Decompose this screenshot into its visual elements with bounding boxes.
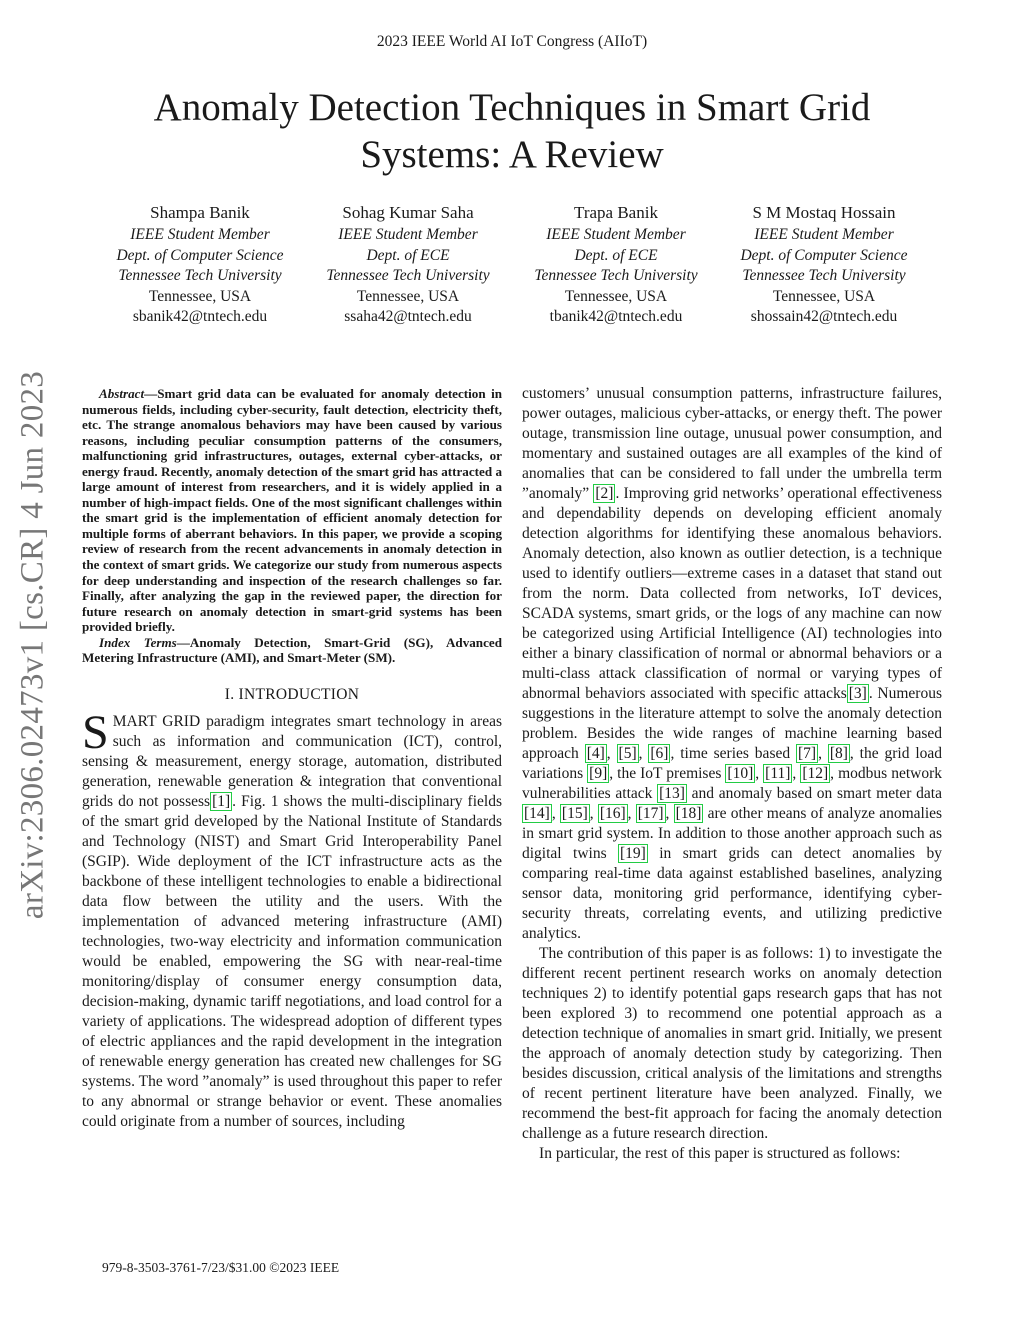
section-heading: I. INTRODUCTION	[224, 685, 360, 703]
body-text: . Improving grid networks’ operational effectiveness and dependability depends on developing efficient anomaly detection algorithms for identifying these anomalous behaviors. Anomaly detection, also known as outlier detection, is a technique used to identify outliers—extreme cases in a dataset that stand out from the norm. Data collected from networks, IoT devices, SCADA systems, smart grids, or the logs of any machine can now be categorized using Artificial Intelligence (AI) technologies into either a binary classification of normal or abnormal behaviors or a multi-class attack classification of normal or varying types of abnormal behaviors associated with specific attacks	[522, 485, 942, 702]
author-card	[512, 202, 720, 328]
body-text: , the grid load variations	[522, 745, 943, 782]
author-department: Dept. of Computer Science	[116, 246, 284, 264]
citation-link[interactable]: [17]	[637, 805, 664, 822]
body-text: ,	[551, 805, 560, 822]
author-membership: IEEE Student Member	[338, 226, 478, 243]
citation-link[interactable]: [18]	[675, 805, 702, 822]
abstract-block	[82, 386, 502, 666]
citation-link[interactable]: [11]	[765, 765, 791, 782]
body-text: ,	[792, 765, 801, 782]
author-card	[720, 202, 928, 328]
body-text: , the IoT premises	[609, 765, 726, 782]
introduction-body	[82, 705, 502, 1132]
author-university: Tennessee Tech University	[118, 267, 282, 285]
body-text: ,	[638, 745, 649, 762]
author-membership: IEEE Student Member	[546, 226, 686, 243]
citation-link[interactable]: [12]	[802, 765, 829, 782]
author-card	[304, 202, 512, 328]
author-department: Dept. of Computer Science	[740, 246, 908, 264]
citation-link[interactable]: [13]	[659, 785, 685, 802]
author-university: Tennessee Tech University	[534, 267, 698, 285]
intro-text: . Fig. 1 shows the multi-disciplinary fields of the smart grid developed by the National Institute of Standards and Technology (NIST) and Smart Grid Interoperability Panel (SGIP). Wide deployment of the ICT infrastructure acts as the backbone of these intelligent technologies to enable a bidirectional data flow between the utility and the users. With the implementation of advanced metering infrastructure (AMI) technologies, two-way electricity and information communication would be enabled, empowering the SG with near-real-time monitoring/display of consumer energy consumption data, decision-making, dynamic tariff negotiations, and load control for a variety of applications. The widespread adoption of different types of electric appliances and the rapid development in the integration of renewable energy generation has created new challenges for SG systems. The word ”anomaly” is used throughout this paper to refer to any abnormal or strange behavior or event. These anomalies could originate from a number of sources, including	[82, 792, 502, 1130]
body-text: ,	[606, 745, 617, 762]
body-text: . Numerous suggestions in the literature attempt to solve the anomaly detection problem. Besides the wide ranges of machine learning based approach	[522, 685, 942, 762]
abstract-paragraph	[82, 386, 502, 635]
author-department: Dept. of ECE	[366, 246, 450, 264]
author-name: Shampa Banik	[150, 203, 250, 222]
citation-link[interactable]: [2]	[595, 485, 614, 502]
drop-cap: S	[82, 705, 109, 759]
author-university: Tennessee Tech University	[326, 267, 490, 285]
structure-paragraph: In particular, the rest of this paper is structured as follows:	[539, 1145, 901, 1162]
citation-link[interactable]: [1]	[212, 792, 231, 810]
intro-text: MART GRID paradigm integrates smart technology in areas such as information and communication (ICT), control, sensing & measurement, energy storage, automation, distributed generation, renewable generation & integration that conventional grids do not possess	[82, 712, 502, 810]
citation-link[interactable]: [9]	[589, 765, 608, 782]
body-text: ,	[818, 745, 828, 762]
body-text: , time series based	[670, 745, 796, 762]
author-name: Sohag Kumar Saha	[342, 203, 474, 222]
citation-link[interactable]: [3]	[848, 685, 867, 702]
abstract-text: —Smart grid data can be evaluated for anomaly detection in numerous fields, including cyber-security, fault detection, electricity theft, etc. The strange anomalous behaviors may have been caused by various reasons, including peculiar consumption patterns of the consumers, malfunctioning grid infrastructures, outages, external cyber-attacks, or energy fraud. Recently, anomaly detection of the smart grid has attracted a large amount of interest from researchers, and it is widely applied in a number of high-impact fields. One of the most significant challenges within the smart grid is the implementation of efficient anomaly detection for multiple forms of aberrant behaviors. In this paper, we provide a scoping review of research from the recent advancements in anomaly detection in the context of smart grids. We categorize our study from numerous aspects for deep understanding and inspection of the research challenges so far. Finally, after analyzing the gap in the reviewed paper, the direction for future research on anomaly detection in smart-grid systems has been provided briefly.	[82, 386, 502, 635]
author-location: Tennessee, USA	[148, 287, 252, 305]
body-text: , modbus network vulnerabilities attack	[522, 765, 943, 802]
author-membership: IEEE Student Member	[754, 226, 894, 243]
author-location: Tennessee, USA	[356, 287, 460, 305]
body-text: ,	[589, 805, 598, 822]
index-terms-text: —Anomaly Detection, Smart-Grid (SG), Advanced Metering Infrastructure (AMI), and Smart-Meter (SM).	[82, 634, 502, 666]
author-card	[96, 202, 304, 328]
left-column	[82, 386, 502, 1132]
citation-link[interactable]: [19]	[620, 845, 646, 862]
contribution-paragraph: The contribution of this paper is as follows: 1) to investigate the different recent pertinent research works on anomaly detection techniques 2) to identify potential gaps research gaps that has not been explored 3) to recommend one potential approach as a detection technique of anomalies in smart grid. Initially, we present the approach of anomaly detection study by categorizing. Then besides discussion, critical analysis of the limitations and strengths of recent pertinent literature have been analyzed. Finally, we recommend the best-fit approach for facing the anomaly detection challenge as a future research direction.	[522, 945, 942, 1142]
arxiv-identifier[interactable]: arXiv:2306.02473v1 [cs.CR] 4 Jun 2023	[14, 370, 51, 920]
author-name: Trapa Banik	[574, 203, 658, 222]
author-block	[96, 202, 928, 328]
citation-link[interactable]: [4]	[586, 745, 605, 762]
body-text: in smart grids can detect anomalies by comparing real-time data against established baselines, analyzing sensor data, monitoring grid performance, identifying cyber-security threats, correlating events, and utilizing predictive analytics.	[522, 845, 942, 942]
body-text: ,	[627, 805, 636, 822]
paper-title: Anomaly Detection Techniques in Smart Grid Systems: A Review	[153, 86, 871, 176]
citation-link[interactable]: [7]	[797, 745, 817, 762]
body-text: and anomaly based on smart meter data	[686, 785, 942, 802]
body-text: customers’ unusual consumption patterns, infrastructure failures, power outages, malicious cyber-attacks, or energy theft. The power outage, transmission line outage, unusual power consumption, and momentary and sustained outages are all examples of the kind of anomalies that can be considered to fall under the umbrella term ”anomaly”	[522, 385, 942, 502]
author-membership: IEEE Student Member	[130, 226, 270, 243]
body-text: ,	[665, 805, 674, 822]
citation-link[interactable]: [6]	[650, 745, 669, 762]
citation-link[interactable]: [5]	[618, 745, 637, 762]
citation-link[interactable]: [14]	[524, 805, 550, 822]
copyright-footer: 979-8-3503-3761-7/23/$31.00 ©2023 IEEE	[102, 1260, 340, 1275]
author-location: Tennessee, USA	[772, 287, 876, 305]
index-terms-paragraph	[82, 635, 502, 666]
author-department: Dept. of ECE	[574, 246, 658, 264]
author-location: Tennessee, USA	[564, 287, 668, 305]
citation-link[interactable]: [10]	[727, 765, 754, 782]
author-email[interactable]: tbanik42@tntech.edu	[549, 308, 683, 326]
author-name: S M Mostaq Hossain	[752, 203, 896, 222]
citation-link[interactable]: [15]	[561, 805, 588, 822]
author-university: Tennessee Tech University	[742, 267, 906, 285]
body-text: ,	[755, 765, 764, 782]
citation-link[interactable]: [16]	[599, 805, 626, 822]
right-column	[522, 384, 942, 1164]
conference-header: 2023 IEEE World AI IoT Congress (AIIoT)	[376, 33, 648, 50]
body-text: are other means of analyze anomalies in smart grid system. In addition to those another approach such as digital twins	[522, 805, 943, 862]
citation-link[interactable]: [8]	[829, 745, 848, 762]
intro-paragraph	[82, 705, 502, 1132]
body-paragraph	[522, 384, 942, 944]
author-email[interactable]: ssaha42@tntech.edu	[344, 308, 472, 326]
index-terms-label: Index Terms	[99, 634, 177, 650]
author-email[interactable]: shossain42@tntech.edu	[750, 308, 898, 326]
arxiv-sidebar	[7, 365, 59, 925]
abstract-label: Abstract	[99, 386, 145, 401]
author-email[interactable]: sbanik42@tntech.edu	[132, 308, 268, 326]
